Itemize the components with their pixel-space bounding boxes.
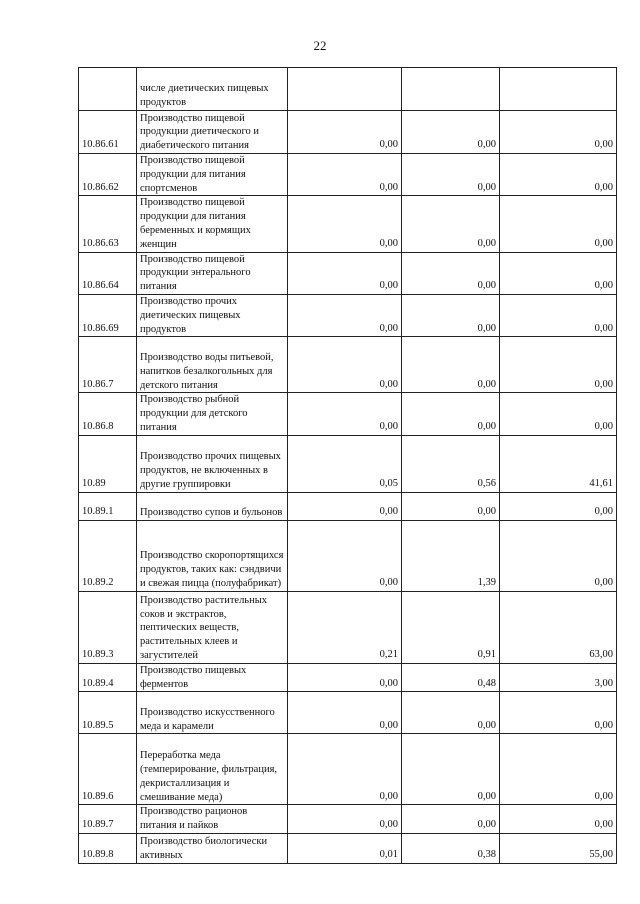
table-row (79, 111, 617, 154)
row-code: 10.89.1 (79, 492, 137, 520)
row-value-2: 0,00 (402, 393, 500, 435)
row-code: 10.89.6 (79, 734, 137, 805)
row-code: 10.86.69 (79, 294, 137, 336)
row-code: 10.89.2 (79, 520, 137, 591)
row-value-2 (402, 68, 500, 111)
row-name: Производство воды питьевой, напитков безалкогольных для детского питания (137, 337, 288, 393)
row-value-1: 0,00 (288, 663, 402, 692)
row-value-1: 0,21 (288, 591, 402, 663)
row-value-2: 0,00 (402, 111, 500, 154)
row-name: Производство супов и бульонов (137, 492, 288, 520)
row-value-3: 0,00 (500, 337, 617, 393)
row-value-3: 0,00 (500, 252, 617, 294)
row-value-2: 1,39 (402, 520, 500, 591)
row-name: Производство пищевой продукции диетического и диабетического питания (137, 111, 288, 154)
row-code: 10.86.64 (79, 252, 137, 294)
row-value-2: 0,00 (402, 154, 500, 196)
row-code: 10.89.3 (79, 591, 137, 663)
row-code: 10.89.5 (79, 692, 137, 734)
row-name: Производство пищевой продукции для питания спортсменов (137, 154, 288, 196)
row-value-2: 0,00 (402, 252, 500, 294)
row-value-1: 0,00 (288, 294, 402, 336)
row-code: 10.89.8 (79, 833, 137, 863)
row-value-3: 0,00 (500, 111, 617, 154)
row-value-2: 0,91 (402, 591, 500, 663)
row-name: Производство прочих пищевых продуктов, не включенных в другие группировки (137, 435, 288, 492)
row-name: Производство биологически активных (137, 833, 288, 863)
row-value-1: 0,00 (288, 337, 402, 393)
row-value-2: 0,56 (402, 435, 500, 492)
row-value-1: 0,00 (288, 154, 402, 196)
table-row (79, 154, 617, 196)
table-row (79, 68, 617, 111)
table-body (79, 68, 617, 864)
row-code: 10.86.61 (79, 111, 137, 154)
row-value-1: 0,05 (288, 435, 402, 492)
table-row (79, 663, 617, 692)
row-value-3: 41,61 (500, 435, 617, 492)
row-value-1: 0,00 (288, 805, 402, 834)
row-name: Производство растительных соков и экстрактов, пептических веществ, растительных клеев и загустителей (137, 591, 288, 663)
row-value-3 (500, 68, 617, 111)
table-row (79, 252, 617, 294)
row-code (79, 68, 137, 111)
row-value-2: 0,00 (402, 294, 500, 336)
data-table (78, 67, 617, 864)
row-value-2: 0,48 (402, 663, 500, 692)
table-row (79, 435, 617, 492)
row-value-3: 0,00 (500, 393, 617, 435)
row-value-1: 0,00 (288, 734, 402, 805)
row-value-1: 0,00 (288, 393, 402, 435)
table-row (79, 692, 617, 734)
table-row (79, 591, 617, 663)
row-value-3: 0,00 (500, 154, 617, 196)
row-value-3: 0,00 (500, 805, 617, 834)
row-name: числе диетических пищевых продуктов (137, 68, 288, 111)
row-value-1: 0,00 (288, 520, 402, 591)
row-code: 10.86.62 (79, 154, 137, 196)
table-row (79, 805, 617, 834)
row-value-2: 0,00 (402, 734, 500, 805)
row-code: 10.86.7 (79, 337, 137, 393)
row-name: Производство рационов питания и пайков (137, 805, 288, 834)
table-row (79, 833, 617, 863)
table-row (79, 393, 617, 435)
row-name: Переработка меда (темперирование, фильтрация, декристаллизация и смешивание меда) (137, 734, 288, 805)
row-value-1: 0,01 (288, 833, 402, 863)
row-value-2: 0,00 (402, 805, 500, 834)
row-value-3: 0,00 (500, 492, 617, 520)
table-row (79, 520, 617, 591)
row-name: Производство пищевой продукции для питания беременных и кормящих женщин (137, 196, 288, 252)
row-code: 10.86.63 (79, 196, 137, 252)
row-name: Производство прочих диетических пищевых продуктов (137, 294, 288, 336)
row-name: Производство пищевых ферментов (137, 663, 288, 692)
table-row (79, 196, 617, 252)
table-row (79, 734, 617, 805)
row-value-2: 0,00 (402, 196, 500, 252)
row-name: Производство скоропортящихся продуктов, таких как: сэндвичи и свежая пицца (полуфабрикат) (137, 520, 288, 591)
row-value-3: 3,00 (500, 663, 617, 692)
row-value-3: 55,00 (500, 833, 617, 863)
table-row (79, 337, 617, 393)
table-row (79, 492, 617, 520)
row-value-3: 0,00 (500, 734, 617, 805)
row-code: 10.89 (79, 435, 137, 492)
row-value-1: 0,00 (288, 252, 402, 294)
row-value-3: 63,00 (500, 591, 617, 663)
row-value-2: 0,38 (402, 833, 500, 863)
row-value-1: 0,00 (288, 111, 402, 154)
row-value-1: 0,00 (288, 692, 402, 734)
row-value-1 (288, 68, 402, 111)
row-value-2: 0,00 (402, 337, 500, 393)
row-code: 10.86.8 (79, 393, 137, 435)
row-value-3: 0,00 (500, 294, 617, 336)
row-value-1: 0,00 (288, 492, 402, 520)
table-row (79, 294, 617, 336)
row-name: Производство искусственного меда и карамели (137, 692, 288, 734)
row-name: Производство рыбной продукции для детского питания (137, 393, 288, 435)
row-value-2: 0,00 (402, 692, 500, 734)
row-code: 10.89.4 (79, 663, 137, 692)
page-number: 22 (313, 38, 327, 53)
row-value-1: 0,00 (288, 196, 402, 252)
row-value-3: 0,00 (500, 692, 617, 734)
row-value-3: 0,00 (500, 520, 617, 591)
row-value-2: 0,00 (402, 492, 500, 520)
row-name: Производство пищевой продукции энтерального питания (137, 252, 288, 294)
row-value-3: 0,00 (500, 196, 617, 252)
row-code: 10.89.7 (79, 805, 137, 834)
